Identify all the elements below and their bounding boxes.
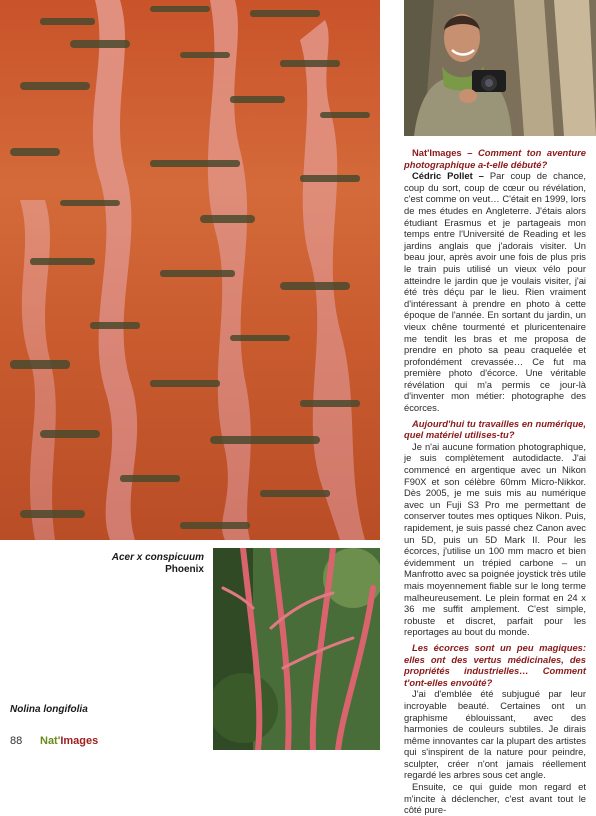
- question-1-source: Nat'Images –: [412, 147, 478, 158]
- question-1-text: Comment ton aventure photographique a-t-elle débuté?: [404, 147, 586, 170]
- interview-article: [404, 147, 586, 816]
- nolina-stems-photo: [213, 548, 380, 750]
- answer-1: [404, 170, 586, 413]
- magazine-name-nat: Nat': [40, 735, 61, 747]
- page-footer: [0, 733, 596, 750]
- caption-acer: [44, 552, 204, 576]
- magazine-name: [40, 735, 98, 747]
- magazine-name-images: Images: [60, 735, 99, 747]
- speaker-name: Cédric Pollet –: [412, 170, 490, 182]
- question-3: Les écorces sont un peu magiques: elles ont des vertus médicinales, des propriétés industrielles… Comment t'ont-elles envoûté?: [404, 641, 586, 688]
- answer-3: J'ai d'emblée été subjugué par leur incroyable beauté. Certaines ont un graphisme éblouissant, avec des harmonies de couleurs subtiles. Je dirais même innovantes car la plupart des artistes qui s'inspirent de la nature pour peindre, sculpter, créer n'ont jamais réellement regardé les arbres sous cet angle.: [404, 688, 586, 781]
- question-2: Aujourd'hui tu travailles en numérique, quel matériel utilises-tu?: [404, 417, 586, 441]
- photographer-portrait: [404, 0, 596, 136]
- answer-3-continued: Ensuite, ce qui guide mon regard et m'incite à déclencher, c'est avant tout le côté pure-: [404, 781, 586, 816]
- caption-acer-species: Acer x conspicuum: [111, 552, 204, 563]
- caption-nolina: Nolina longifolia: [10, 704, 88, 715]
- question-1: [404, 147, 586, 170]
- caption-acer-cultivar: Phoenix: [165, 564, 204, 575]
- answer-2: Je n'ai aucune formation photographique, je suis complètement autodidacte. J'ai commencé en argentique avec un Nikon F90X et son célèbre 60mm Micro-Nikkor. Dès 2005, je me suis mis au numérique avec un Fuji S3 Pro me permettant de conserver toutes mes optiques Nikon. Puis, rapidement, je suis passé chez Canon avec un 5D, puis un 5D Mark II. Pour les écorces, j'utilise un 100 mm macro et bien évidemment un trépied carbone – un Manfrotto avec sa poignée joystick très utile mais moyennement fiable sur le long terme malheureusement. Le plein format en 24 x 36 me suffit amplement. C'est simple, robuste et discret, parfait pour les reportages au bout du monde.: [404, 440, 586, 638]
- page-number: 88: [10, 735, 23, 747]
- answer-1-text: Par coup de chance, coup du sort, coup de cœur ou révélation, c'est comme on veut… C'était en 1999, lors de mes études en Angleterre. J'étais alors étudiant Erasmus et je partageais mon temps entre l'Université de Reading et les jardins anglais que j'adorais visiter. Un beau jour, après avoir une fois de plus pris le train puis utilisé un vieux vélo pour atteindre le jardin que je voulais visiter, j'ai été très déçu par le lieu. Rien vraiment d'intéressant à prendre en photo à cette époque de l'année. En sortant du jardin, un vieux chêne tourmenté et pluricentenaire me tendit les bras et me proposa de prendre en photo sa peau craquelée et profondément crevassée… Ce fut ma première photo d'écorce. Une véritable révélation qui m'a permis ce jour-là d'inventer mon métier: photographe des écorces.: [404, 170, 587, 414]
- bark-photo-acer: [0, 0, 380, 540]
